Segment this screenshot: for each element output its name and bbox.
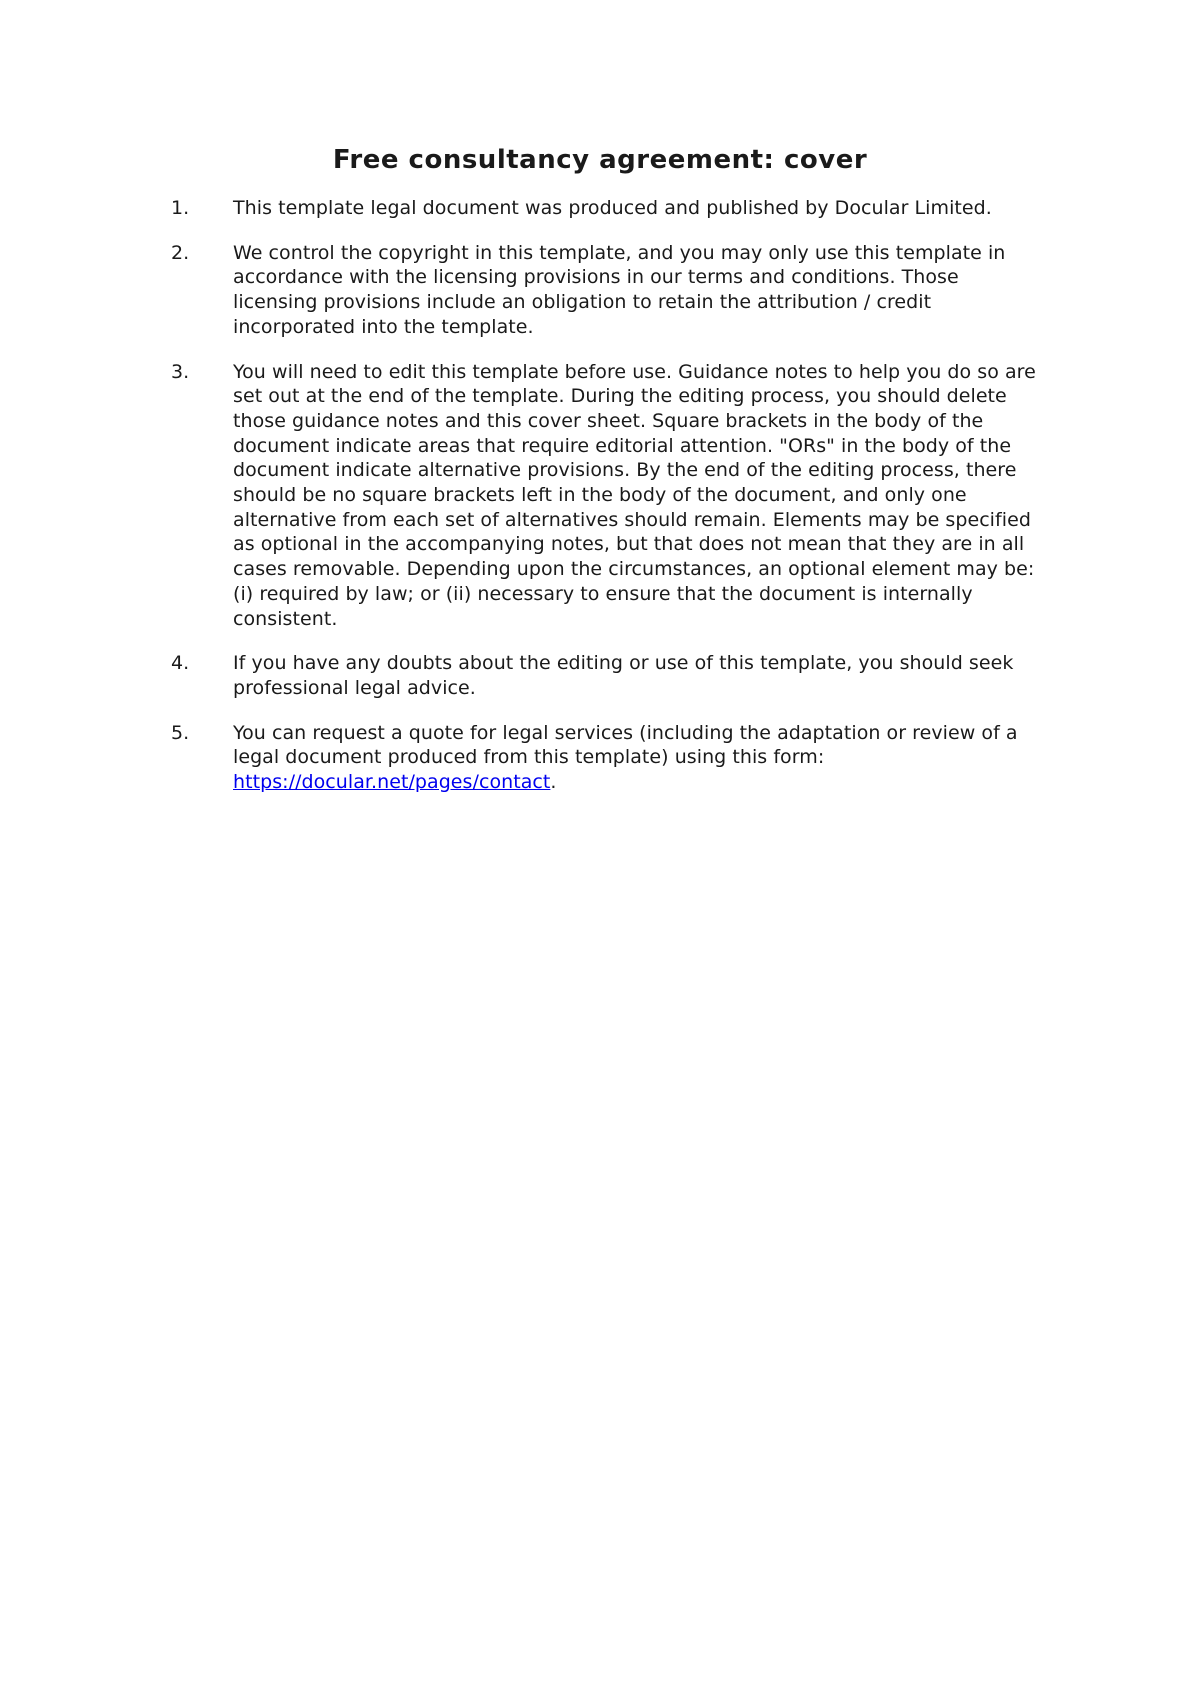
clause-number: 3. [171, 360, 190, 383]
clause-text: We control the copyright in this template, and you may only use this template in accordance with the licensing provisions in our terms and conditions. Those licensing provisions include an obligation to retain the attribution / credit incorporated into the template. [233, 241, 1006, 338]
clause-number: 5. [171, 721, 190, 744]
clause-text: This template legal document was produced and published by Docular Limited. [233, 197, 992, 219]
clause-suffix: . [550, 771, 557, 794]
clause-4 [171, 651, 1043, 700]
clause-text-block [233, 721, 1043, 795]
clause-text: You can request a quote for legal services (including the adaptation or review of a legal document produced from this template) using this form: [233, 721, 1018, 769]
clause-number: 4. [171, 652, 190, 675]
clause-1 [171, 196, 1043, 221]
clause-list [171, 196, 1043, 815]
clause-2 [171, 241, 1043, 340]
clause-number: 1. [171, 197, 190, 219]
clause-5 [171, 721, 1043, 795]
document-title: Free consultancy agreement: cover [332, 145, 868, 175]
clause-number: 2. [171, 241, 190, 264]
contact-link[interactable]: https://docular.net/pages/contact [233, 771, 551, 794]
clause-text: You will need to edit this template before use. Guidance notes to help you do so are set out at the end of the template. During the editing process, you should delete those guidance notes and this cover sheet. Square brackets in the body of the document indicate areas that require editorial attention. "ORs" in the body of the document indicate alternative provisions. By the end of the editing process, there should be no square brackets left in the body of the document, and only one alternative from each set of alternatives should remain. Elements may be specified as optional in the accompanying notes, but that does not mean that they are in all cases removable. Depending upon the circumstances, an optional element may be: (i) required by law; or (ii) necessary to ensure that the document is internally consistent. [233, 360, 1036, 630]
clause-3 [171, 360, 1043, 632]
clause-text: If you have any doubts about the editing or use of this template, you should seek professional legal advice. [233, 652, 1014, 699]
